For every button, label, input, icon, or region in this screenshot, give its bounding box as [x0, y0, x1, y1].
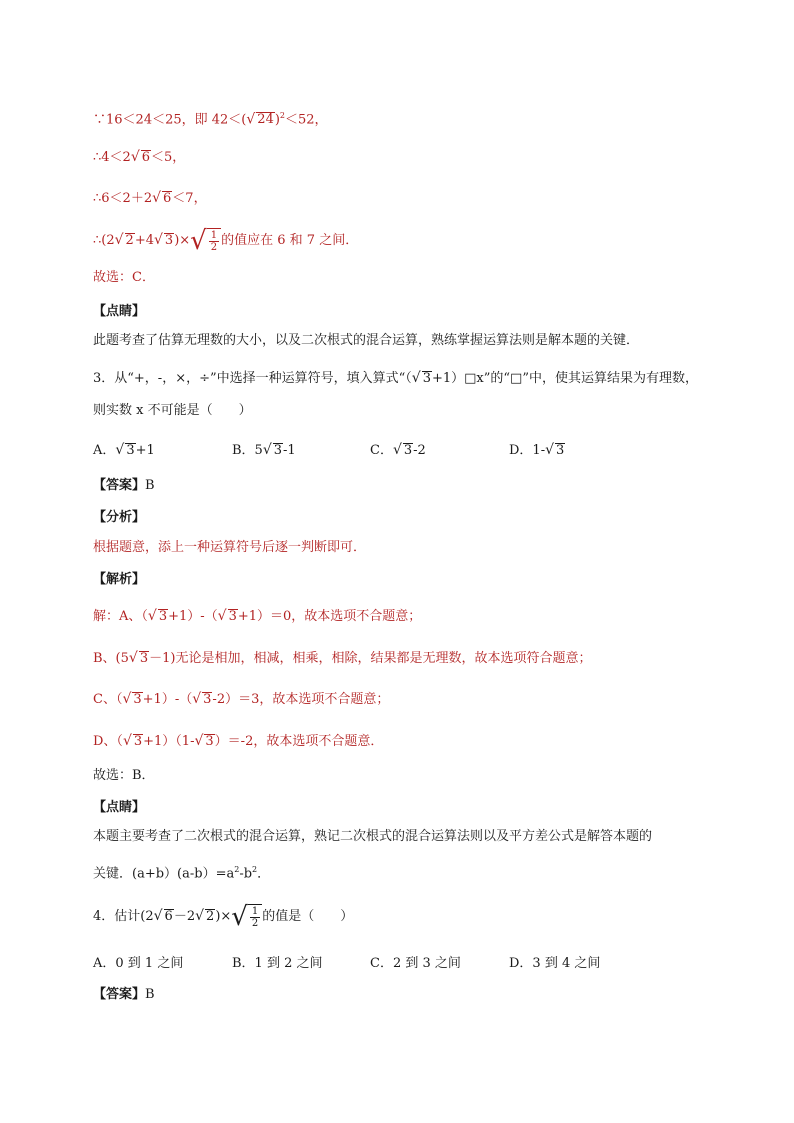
option-b: B．1 到 2 之间	[232, 956, 323, 971]
solution-b: B、(5√ 3－1)无论是相加，相减，相乘，相除，结果都是无理数，故本选项符合题意；	[93, 650, 592, 666]
option-a: A．0 到 1 之间	[93, 956, 184, 971]
option-a: A．√ 3+1	[93, 442, 155, 458]
conclusion-line: 故选：C．	[93, 270, 155, 285]
solution-a: 解：A、（√ 3+1）-（√ 3+1）＝0，故本选项不合题意；	[93, 608, 422, 624]
question-3-cont: 则实数 x 不可能是（ ）	[93, 403, 252, 418]
step-line-2: ∴4＜2√ 6＜5，	[93, 149, 186, 165]
question-3: 3．从“+，-，×，÷”中选择一种运算符号，填入算式“（√ 3+1）□x”的“□”中，使其运算结果为有理数，	[93, 370, 698, 386]
option-c: C．√ 3-2	[370, 442, 426, 458]
option-b: B．5√ 3-1	[232, 442, 296, 458]
step-line-1: ∵16＜24＜25，即 42＜(√ 24)$^2$＜52，	[93, 111, 328, 128]
conclusion-q3: 故选：B．	[93, 768, 155, 783]
comment-text-2: 本题主要考查了二次根式的混合运算，熟记二次根式的混合运算法则以及平方差公式是解答本题的	[93, 829, 653, 844]
section-heading-solution: 【解析】	[93, 572, 146, 587]
step-line-3: ∴6＜2＋2√ 6＜7，	[93, 190, 207, 206]
answer-q4: 【答案】B	[93, 987, 155, 1002]
question-4: 4．估计(2√ 6－2√ 2)×√ $\frac{1}{2}$ 的值是（ ）	[93, 901, 354, 932]
section-heading-analysis: 【分析】	[93, 510, 146, 525]
option-c: C．2 到 3 之间	[370, 956, 461, 971]
section-heading-comment-2: 【点睛】	[93, 800, 146, 815]
option-d: D．3 到 4 之间	[509, 956, 601, 971]
solution-d: D、（√ 3+1）（1-√ 3）＝-2，故本选项不合题意．	[93, 733, 384, 749]
option-d: D．1-√ 3	[509, 442, 565, 458]
analysis-text: 根据题意，添上一种运算符号后逐一判断即可．	[93, 540, 367, 555]
solution-c: C、（√ 3+1）-（√ 3-2）＝3，故本选项不合题意；	[93, 691, 390, 707]
answer-q3: 【答案】B	[93, 478, 155, 493]
section-heading-comment: 【点睛】	[93, 304, 146, 319]
step-line-4: ∴(2√ 2+4√ 3)×√ $\frac{1}{2}$ 的值应在 6 和 7 之间．	[93, 225, 359, 256]
comment-text-2-cont: 关键．$(a+b)(a-b)=a^2-b^2$．	[93, 865, 271, 882]
comment-text: 此题考查了估算无理数的大小，以及二次根式的混合运算，熟练掌握运算法则是解本题的关键．	[93, 333, 640, 348]
